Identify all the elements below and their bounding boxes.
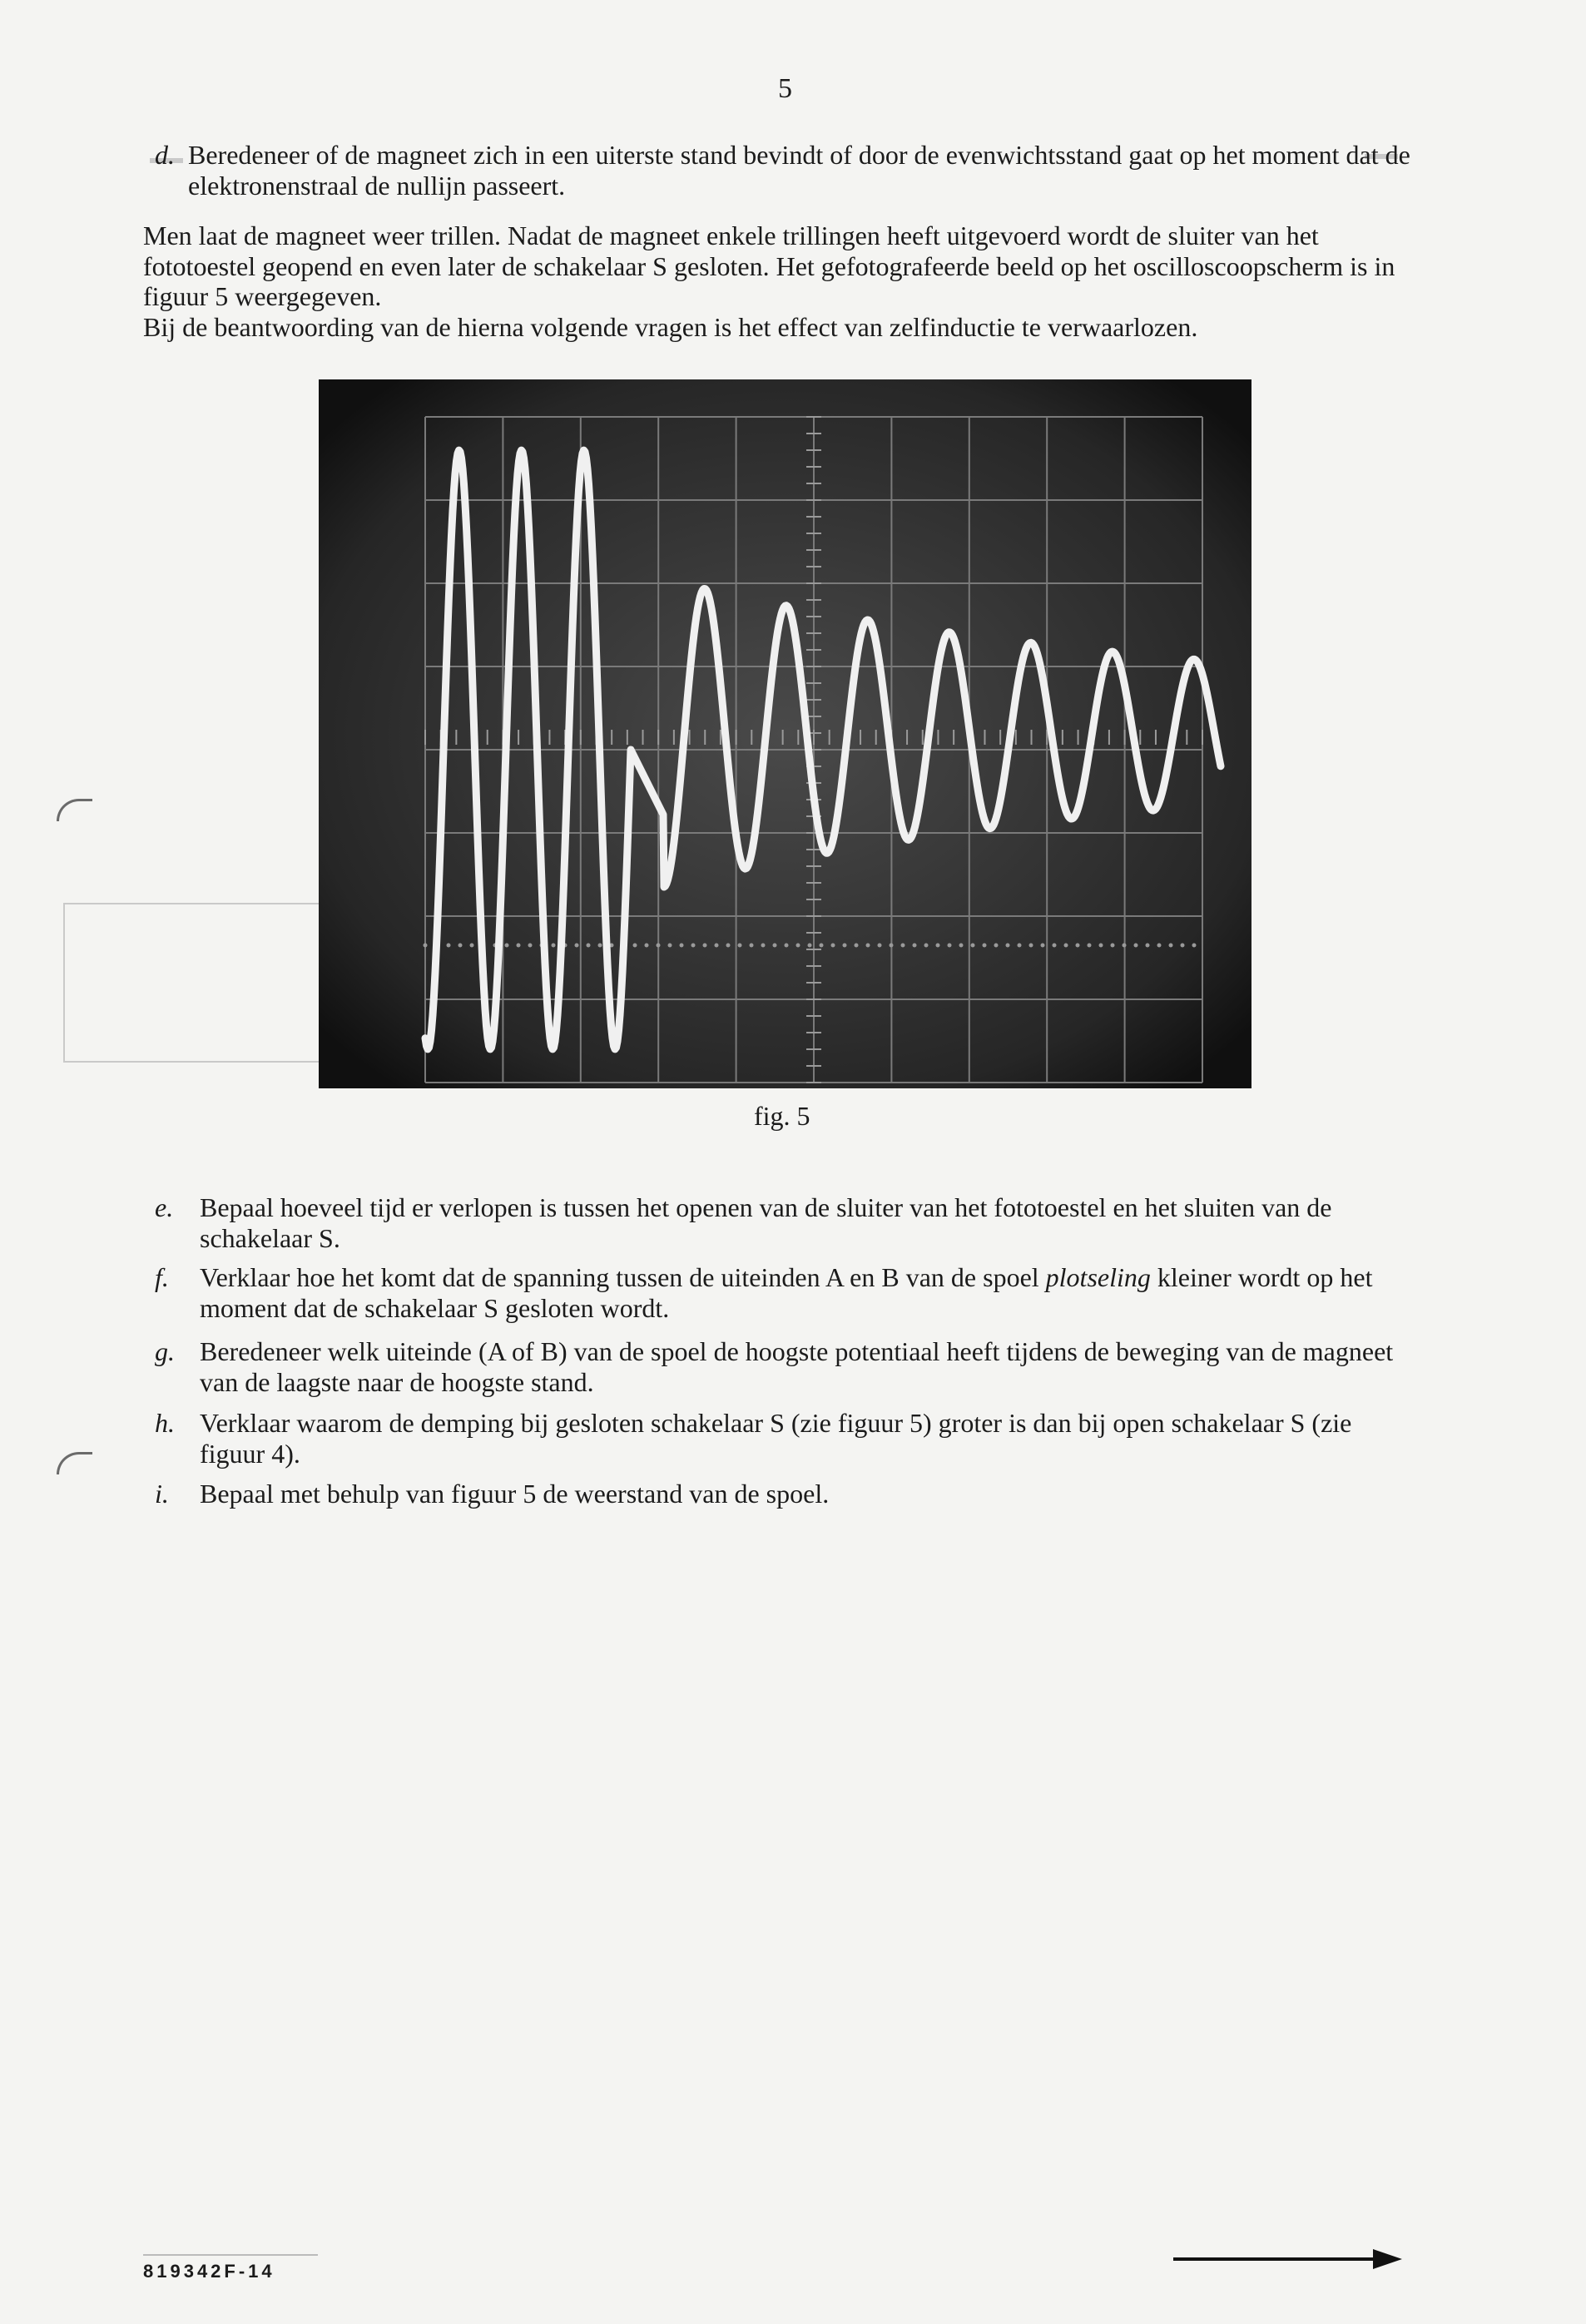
question-item <box>155 1192 1420 1253</box>
graticule-dot <box>738 944 742 948</box>
question-text-part: Bepaal hoeveel tijd er verlopen is tussen het openen van de sluiter van het fototoestel en het sluiten van de schakelaar S. <box>200 1192 1332 1253</box>
question-text <box>200 1479 1420 1509</box>
graticule-dot <box>1169 944 1173 948</box>
graticule-dot <box>633 944 637 948</box>
right-arrow-icon <box>1173 2247 1402 2272</box>
graticule-dot <box>1111 944 1115 948</box>
graticule-dot <box>447 944 451 948</box>
graticule-dot <box>424 944 428 948</box>
document-code-text: 819342F-14 <box>143 2261 275 2282</box>
graticule-dot <box>552 944 556 948</box>
graticule-dot <box>924 944 929 948</box>
question-letter: g. <box>155 1336 175 1366</box>
graticule-dot <box>575 944 579 948</box>
graticule-dot <box>1099 944 1103 948</box>
graticule-dot <box>1088 944 1092 948</box>
graticule-dot <box>773 944 777 948</box>
question-letter: d. <box>155 140 175 170</box>
graticule-dot <box>715 944 719 948</box>
graticule-dot <box>598 944 602 948</box>
graticule-dot <box>820 944 824 948</box>
intro-paragraph-2: Bij de beantwoording van de hierna volgende vragen is het effect van zelfinductie te verwaarlozen. <box>143 312 1198 342</box>
page-number: 5 <box>778 73 792 104</box>
question-text <box>200 1408 1420 1469</box>
graticule-dot <box>691 944 696 948</box>
binder-hole-mark <box>57 1452 92 1474</box>
graticule-dot <box>505 944 509 948</box>
graticule-dot <box>831 944 835 948</box>
question-item <box>155 1336 1420 1397</box>
graticule-dot <box>517 944 521 948</box>
graticule-dot <box>796 944 800 948</box>
question-text <box>200 1336 1420 1397</box>
question-item <box>155 1408 1420 1469</box>
graticule-dot <box>645 944 649 948</box>
graticule-dot <box>703 944 707 948</box>
graticule-dot <box>983 944 987 948</box>
graticule-dot <box>1064 944 1068 948</box>
graticule-dot <box>1181 944 1185 948</box>
graticule-dot <box>785 944 789 948</box>
question-letter: h. <box>155 1408 175 1438</box>
graticule-dot <box>1192 944 1197 948</box>
graticule-dot <box>587 944 591 948</box>
question-d <box>155 140 1420 201</box>
question-emphasis: plotseling <box>1045 1262 1151 1292</box>
scope-screen <box>319 379 1251 1088</box>
graticule-dot <box>890 944 894 948</box>
graticule-dot <box>994 944 999 948</box>
graticule-dot <box>878 944 882 948</box>
graticule-dot <box>866 944 870 948</box>
graticule-dot <box>936 944 940 948</box>
oscilloscope-photo <box>319 379 1251 1088</box>
graticule-dot <box>528 944 533 948</box>
question-text <box>200 1262 1420 1323</box>
graticule-dot <box>1157 944 1162 948</box>
question-item <box>155 1262 1420 1323</box>
graticule-dot <box>470 944 474 948</box>
graticule-dot <box>761 944 766 948</box>
document-code <box>143 2261 275 2282</box>
question-letter: i. <box>155 1479 169 1509</box>
bleed-through-mark <box>63 903 65 1061</box>
graticule-dot <box>808 944 812 948</box>
question-text-part: Verklaar waarom de demping bij gesloten schakelaar S (zie figuur 5) groter is dan bij open schakelaar S (zie figuur 4). <box>200 1408 1352 1469</box>
footer-rule <box>143 2254 318 2256</box>
graticule-dot <box>971 944 975 948</box>
graticule-dot <box>1053 944 1057 948</box>
binder-hole-mark <box>57 799 92 821</box>
graticule-dot <box>1029 944 1033 948</box>
graticule-dot <box>901 944 905 948</box>
bleed-through-mark <box>63 903 330 904</box>
question-item <box>155 1479 1420 1509</box>
graticule-dot <box>1134 944 1138 948</box>
intro-paragraph-1: Men laat de magneet weer trillen. Nadat de magneet enkele trillingen heeft uitgevoerd wordt de sluiter van het fototoestel geopend en even later de schakelaar S gesloten. Het gefotografeerde beeld op het oscilloscoopscherm is in figuur 5 weergegeven. <box>143 221 1395 311</box>
graticule-dot <box>1041 944 1045 948</box>
graticule-dot <box>668 944 672 948</box>
question-text-part: Bepaal met behulp van figuur 5 de weerstand van de spoel. <box>200 1479 830 1509</box>
question-letter: f. <box>155 1262 169 1292</box>
question-text-part: Verklaar hoe het komt dat de spanning tussen de uiteinden A en B van de spoel <box>200 1262 1046 1292</box>
graticule-dot <box>948 944 952 948</box>
graticule-dot <box>1018 944 1022 948</box>
figure-caption: fig. 5 <box>754 1101 810 1131</box>
graticule-dot <box>1076 944 1080 948</box>
question-text: Beredeneer of de magneet zich in een uiterste stand bevindt of door de evenwichtsstand gaat op het moment dat de elektronenstraal de nullijn passeert. <box>188 140 1410 201</box>
question-letter: e. <box>155 1192 174 1222</box>
graticule-dot <box>657 944 661 948</box>
graticule-dot <box>1006 944 1010 948</box>
graticule-dot <box>959 944 964 948</box>
question-text-part: Beredeneer welk uiteinde (A of B) van de spoel de hoogste potentiaal heeft tijdens de beweging van de magneet van de laagste naar de hoogste stand. <box>200 1336 1394 1397</box>
graticule-dot <box>1123 944 1127 948</box>
question-text <box>200 1192 1420 1253</box>
bleed-through-mark <box>63 1061 330 1063</box>
graticule-dot <box>843 944 847 948</box>
graticule-dot <box>680 944 684 948</box>
question-text-part: kleiner wordt op het moment dat de schakelaar S gesloten wordt. <box>200 1262 1373 1323</box>
graticule-dot <box>458 944 463 948</box>
graticule-dot <box>1146 944 1150 948</box>
graticule-dot <box>726 944 731 948</box>
graticule-dot <box>913 944 917 948</box>
graticule-dot <box>750 944 754 948</box>
graticule-dot <box>855 944 859 948</box>
